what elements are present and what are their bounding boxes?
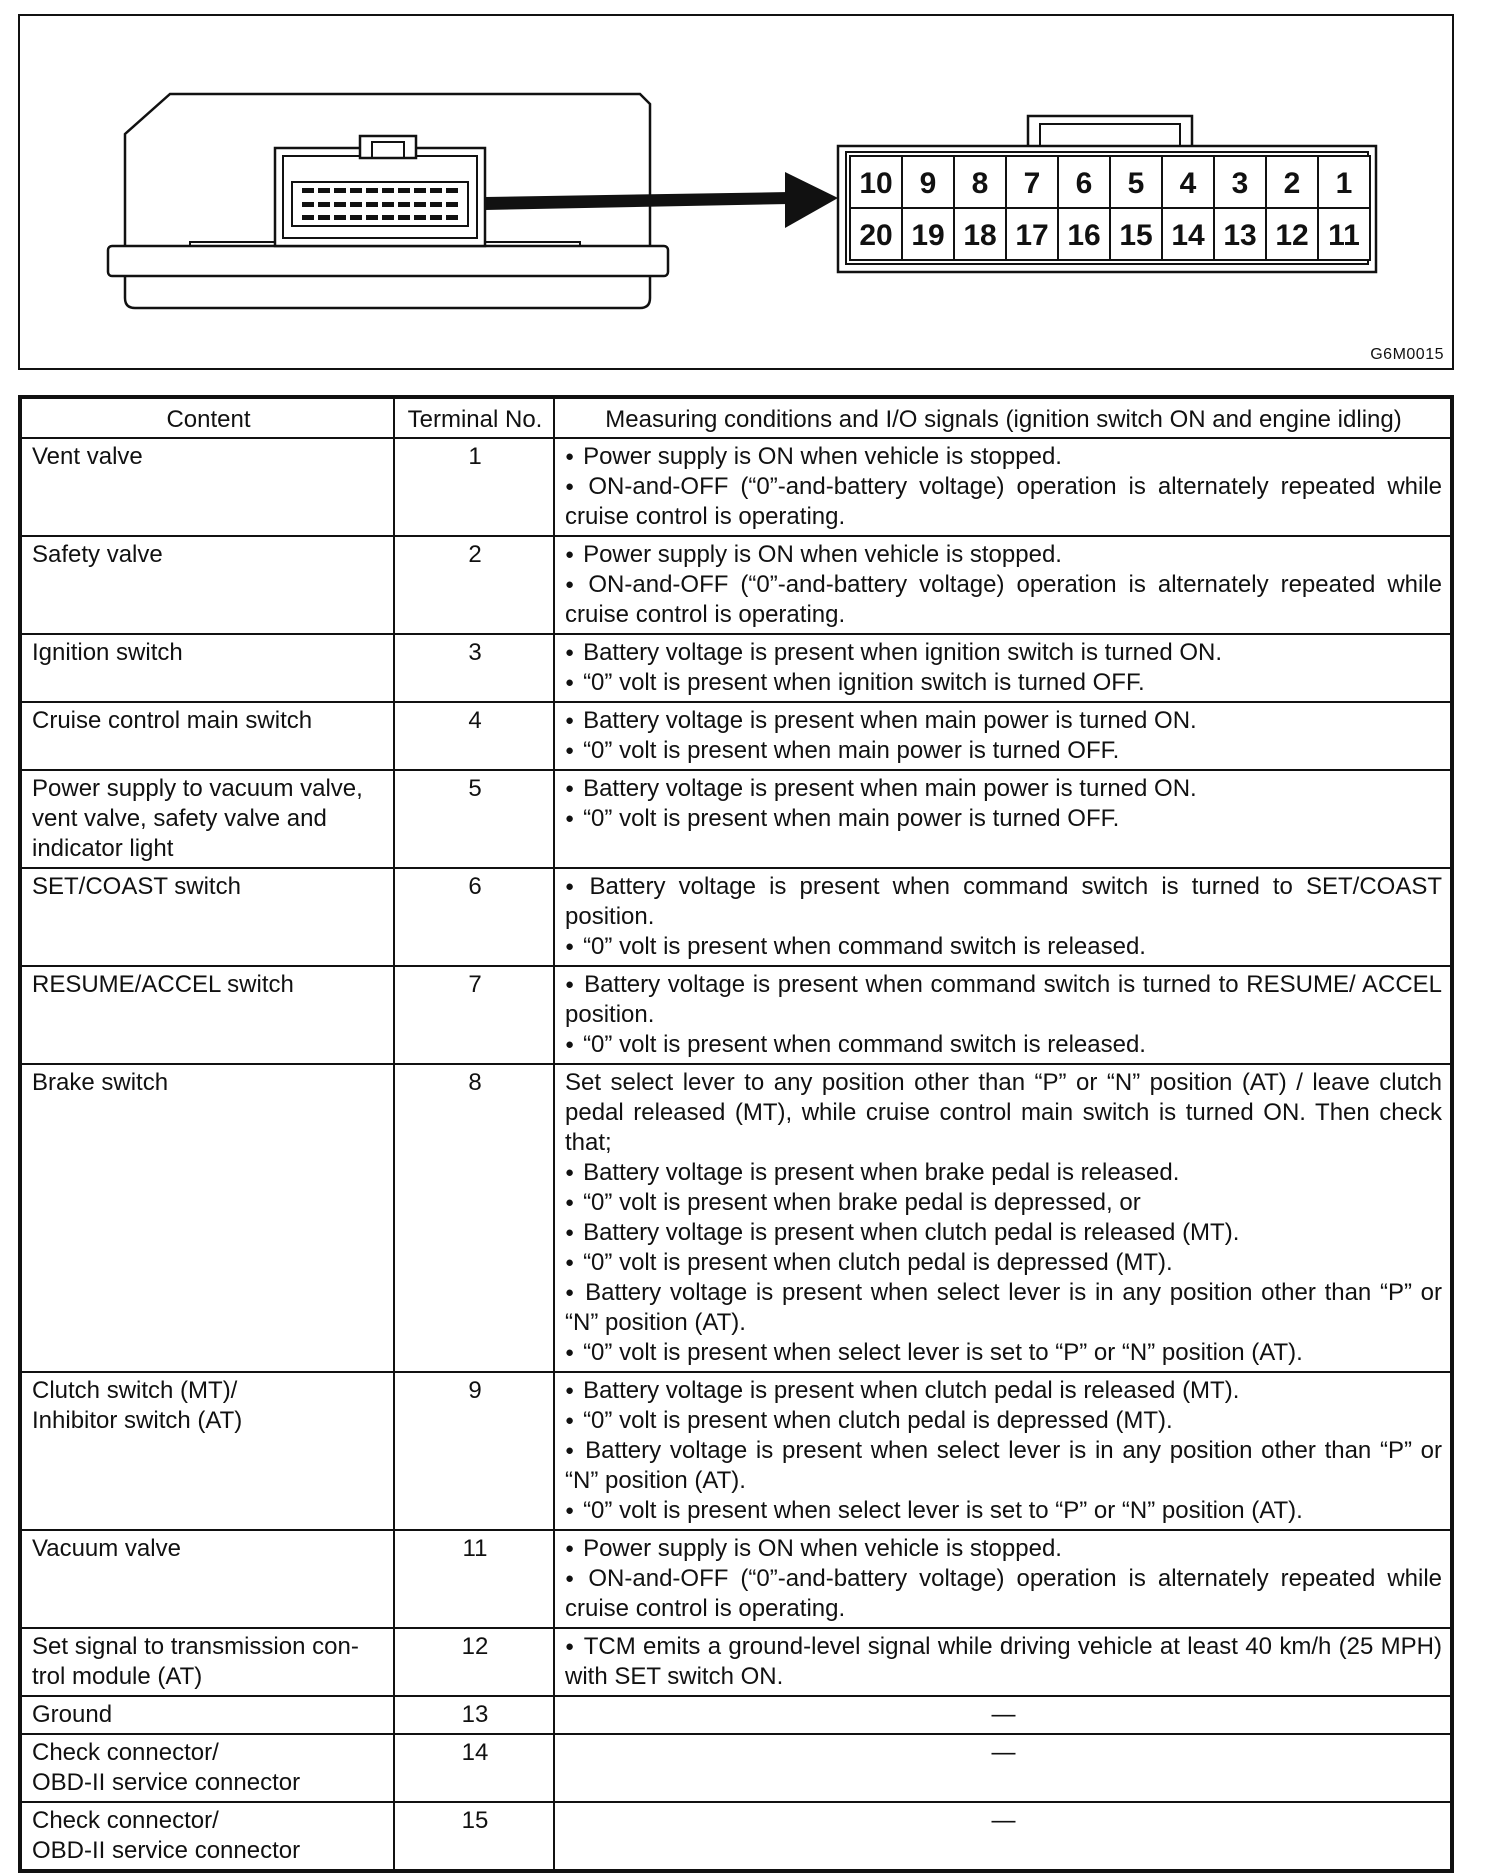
- table-header-row: [20, 397, 1452, 438]
- content-text: Check connector/: [32, 1807, 219, 1834]
- pin-number-label: 19: [911, 219, 945, 252]
- content-text: SET/COAST switch: [32, 873, 241, 900]
- header-content: Content: [20, 397, 394, 438]
- bullet-item: ● “0” volt is present when select lever is set to “P” or “N” position (AT).: [565, 1496, 1442, 1526]
- content-text: RESUME/ACCEL switch: [32, 971, 294, 998]
- table-row: [20, 1372, 1452, 1530]
- content-text: trol module (AT): [32, 1663, 203, 1690]
- terminal-no-cell: 6: [394, 868, 554, 966]
- bullet-item: ● Battery voltage is present when clutch pedal is released (MT).: [565, 1218, 1442, 1248]
- content-cell: [20, 1696, 394, 1734]
- content-text: Safety valve: [32, 541, 163, 568]
- bullet-item: ● Battery voltage is present when main power is turned ON.: [565, 774, 1442, 804]
- content-cell: [20, 1802, 394, 1871]
- bullet-item: ● ON-and-OFF (“0”-and-battery voltage) operation is alternately repeated while cruise control is operating.: [565, 570, 1442, 630]
- pin-number-label: 12: [1275, 219, 1309, 252]
- bullet-item: ● ON-and-OFF (“0”-and-battery voltage) operation is alternately repeated while cruise control is operating.: [565, 1564, 1442, 1624]
- terminal-no-cell: 9: [394, 1372, 554, 1530]
- table-row: [20, 1628, 1452, 1696]
- table-row: [20, 966, 1452, 1064]
- content-text: Vent valve: [32, 443, 143, 470]
- bullet-item: ● Battery voltage is present when select lever is in any position other than “P” or “N” position (AT).: [565, 1278, 1442, 1338]
- not-applicable-dash: —: [991, 1807, 1016, 1834]
- measuring-conditions-cell: [554, 1734, 1452, 1802]
- header-measuring-conditions: Measuring conditions and I/O signals (ignition switch ON and engine idling): [554, 397, 1452, 438]
- content-cell: [20, 770, 394, 868]
- content-text: OBD-II service connector: [32, 1837, 301, 1864]
- table-row: [20, 438, 1452, 536]
- terminal-no-cell: 3: [394, 634, 554, 702]
- content-text: Power supply to vacuum valve,: [32, 775, 363, 802]
- bullet-item: ● “0” volt is present when main power is turned OFF.: [565, 736, 1442, 766]
- pin-number-label: 7: [1023, 167, 1041, 200]
- terminal-no-cell: 2: [394, 536, 554, 634]
- connector-diagram: [20, 16, 1452, 368]
- content-cell: [20, 966, 394, 1064]
- bullet-item: ● “0” volt is present when clutch pedal is depressed (MT).: [565, 1248, 1442, 1278]
- terminal-no-cell: 1: [394, 438, 554, 536]
- terminal-no-cell: 8: [394, 1064, 554, 1372]
- pin-number-label: 1: [1335, 167, 1353, 200]
- content-text: Set signal to transmission con-: [32, 1633, 359, 1660]
- measuring-conditions-cell: [554, 1696, 1452, 1734]
- content-text: Ground: [32, 1701, 113, 1728]
- terminal-no-cell: 5: [394, 770, 554, 868]
- content-text: Cruise control main switch: [32, 707, 313, 734]
- table-row: [20, 1064, 1452, 1372]
- pin-number-label: 11: [1328, 219, 1360, 252]
- bullet-item: ● Battery voltage is present when command switch is turned to SET/COAST position.: [565, 872, 1442, 932]
- pin-number-label: 10: [859, 167, 893, 200]
- content-cell: [20, 1372, 394, 1530]
- pin-number-label: 5: [1127, 167, 1145, 200]
- bullet-item: ● “0” volt is present when select lever is set to “P” or “N” position (AT).: [565, 1338, 1442, 1368]
- pin-number-label: 20: [859, 219, 893, 252]
- content-text: indicator light: [32, 835, 174, 862]
- terminal-table: [18, 395, 1454, 1873]
- content-text: Vacuum valve: [32, 1535, 181, 1562]
- pin-number-label: 14: [1171, 219, 1205, 252]
- measuring-conditions-cell: [554, 1064, 1452, 1372]
- bullet-item: ● “0” volt is present when command switch is released.: [565, 1030, 1442, 1060]
- bullet-item: ● “0” volt is present when brake pedal is depressed, or: [565, 1188, 1442, 1218]
- pin-number-label: 17: [1015, 219, 1049, 252]
- bullet-item: ● Battery voltage is present when brake pedal is released.: [565, 1158, 1442, 1188]
- measuring-conditions-cell: [554, 1372, 1452, 1530]
- table-row: [20, 1696, 1452, 1734]
- header-terminal-no: Terminal No.: [394, 397, 554, 438]
- content-cell: [20, 438, 394, 536]
- pin-number-label: 6: [1075, 167, 1093, 200]
- content-text: Inhibitor switch (AT): [32, 1407, 243, 1434]
- content-cell: [20, 868, 394, 966]
- bullet-item: ● “0” volt is present when ignition switch is turned OFF.: [565, 668, 1442, 698]
- pin-number-label: 9: [919, 167, 937, 200]
- terminal-no-cell: 11: [394, 1530, 554, 1628]
- not-applicable-dash: —: [991, 1701, 1016, 1728]
- bullet-item: ● Power supply is ON when vehicle is stopped.: [565, 442, 1442, 472]
- pin-number-label: 13: [1223, 219, 1257, 252]
- content-text: vent valve, safety valve and: [32, 805, 327, 832]
- terminal-no-cell: 7: [394, 966, 554, 1064]
- pin-number-label: 16: [1067, 219, 1101, 252]
- arrow-right-icon: [485, 172, 838, 228]
- table-row: [20, 868, 1452, 966]
- measuring-conditions-cell: [554, 438, 1452, 536]
- content-text: Ignition switch: [32, 639, 183, 666]
- content-cell: [20, 702, 394, 770]
- bullet-item: ● Battery voltage is present when select lever is in any position other than “P” or “N” position (AT).: [565, 1436, 1442, 1496]
- measuring-conditions-cell: [554, 770, 1452, 868]
- pin-number-label: 8: [971, 167, 989, 200]
- terminal-no-cell: 15: [394, 1802, 554, 1871]
- measuring-conditions-cell: [554, 868, 1452, 966]
- table-row: [20, 702, 1452, 770]
- pin-number-label: 3: [1231, 167, 1249, 200]
- pin-number-label: 15: [1119, 219, 1153, 252]
- bullet-item: ● Power supply is ON when vehicle is stopped.: [565, 540, 1442, 570]
- condition-text: Set select lever to any position other than “P” or “N” position (AT) / leave clutch pedal released (MT), while cruise control main switch is turned ON. Then check that;: [565, 1069, 1442, 1156]
- table-row: [20, 1734, 1452, 1802]
- bullet-item: ● Battery voltage is present when main power is turned ON.: [565, 706, 1442, 736]
- content-text: Brake switch: [32, 1069, 169, 1096]
- content-cell: [20, 1734, 394, 1802]
- content-cell: [20, 1064, 394, 1372]
- measuring-conditions-cell: [554, 1628, 1452, 1696]
- measuring-conditions-cell: [554, 1530, 1452, 1628]
- bullet-item: ● ON-and-OFF (“0”-and-battery voltage) operation is alternately repeated while cruise control is operating.: [565, 472, 1442, 532]
- measuring-conditions-cell: [554, 1802, 1452, 1871]
- content-cell: [20, 1628, 394, 1696]
- measuring-conditions-cell: [554, 634, 1452, 702]
- content-cell: [20, 1530, 394, 1628]
- bullet-item: ● Battery voltage is present when clutch pedal is released (MT).: [565, 1376, 1442, 1406]
- pin-number-label: 4: [1179, 167, 1197, 200]
- terminal-no-cell: 12: [394, 1628, 554, 1696]
- terminal-no-cell: 4: [394, 702, 554, 770]
- content-text: Check connector/: [32, 1739, 219, 1766]
- bullet-item: ● “0” volt is present when command switch is released.: [565, 932, 1442, 962]
- table-body: [20, 438, 1452, 1871]
- pin-number-label: 2: [1283, 167, 1301, 200]
- bullet-item: ● Battery voltage is present when ignition switch is turned ON.: [565, 638, 1442, 668]
- content-text: Clutch switch (MT)/: [32, 1377, 238, 1404]
- bullet-item: ● Power supply is ON when vehicle is stopped.: [565, 1534, 1442, 1564]
- measuring-conditions-cell: [554, 702, 1452, 770]
- bullet-item: ● “0” volt is present when clutch pedal is depressed (MT).: [565, 1406, 1442, 1436]
- figure-code: G6M0015: [1370, 346, 1444, 363]
- bullet-item: ● TCM emits a ground-level signal while driving vehicle at least 40 km/h (25 MPH) with SET switch ON.: [565, 1632, 1442, 1692]
- table-row: [20, 634, 1452, 702]
- measuring-conditions-cell: [554, 966, 1452, 1064]
- connector-figure: [18, 14, 1454, 370]
- bullet-item: ● “0” volt is present when main power is turned OFF.: [565, 804, 1442, 834]
- measuring-conditions-cell: [554, 536, 1452, 634]
- bullet-item: ● Battery voltage is present when command switch is turned to RESUME/ ACCEL position.: [565, 970, 1442, 1030]
- terminal-pin-grid: [850, 156, 1370, 260]
- table-row: [20, 1802, 1452, 1871]
- content-cell: [20, 536, 394, 634]
- table-row: [20, 770, 1452, 868]
- terminal-no-cell: 14: [394, 1734, 554, 1802]
- terminal-no-cell: 13: [394, 1696, 554, 1734]
- table-row: [20, 536, 1452, 634]
- table-row: [20, 1530, 1452, 1628]
- content-text: OBD-II service connector: [32, 1769, 301, 1796]
- not-applicable-dash: —: [991, 1739, 1016, 1766]
- content-cell: [20, 634, 394, 702]
- pin-number-label: 18: [963, 219, 997, 252]
